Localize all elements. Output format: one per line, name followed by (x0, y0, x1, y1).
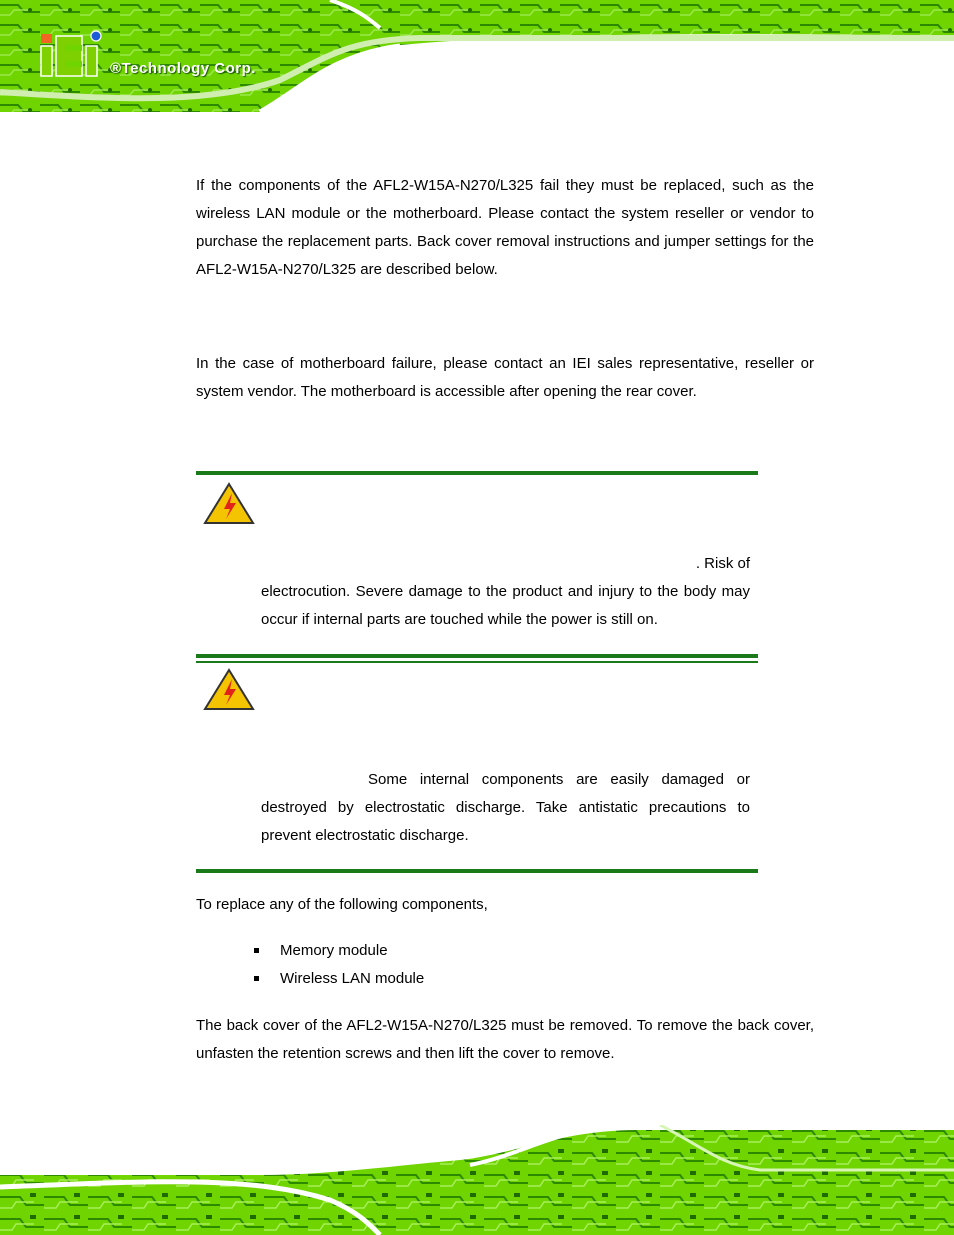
motherboard-paragraph: In the case of motherboard failure, please contact an IEI sales representative, reseller or system vendor. The motherboard is accessible after opening the rear cover. (196, 355, 814, 400)
bullet-icon (254, 948, 259, 953)
bullet-icon (254, 976, 259, 981)
footer-banner (0, 1125, 954, 1235)
warning-divider (196, 654, 758, 658)
warning-top-rule (196, 471, 758, 475)
list-item: Wireless LAN module (254, 965, 424, 993)
warning-icon (203, 482, 255, 526)
esd-warning-text: Some internal components are easily damaged or destroyed by electrostatic discharge. Take antistatic precautions to prevent electrostatic discharge. (261, 771, 750, 844)
component-list (254, 937, 424, 993)
replace-lead: To replace any of the following components, (196, 896, 488, 913)
list-item: Memory module (254, 937, 424, 965)
intro-paragraph: If the components of the AFL2-W15A-N270/L325 fail they must be replaced, such as the wireless LAN module or the motherboard. Please contact the system reseller or vendor to purchase the replacement parts. Back cover removal instructions and jumper settings for the AFL2-W15A-N270/L325 are described below. (196, 177, 814, 278)
header-banner (0, 0, 954, 115)
warning-text-line: . Risk of (695, 555, 750, 572)
warning-bottom-rule (196, 869, 758, 873)
warning-divider-thin (196, 661, 758, 663)
warning-icon (203, 668, 255, 712)
back-cover-paragraph: The back cover of the AFL2-W15A-N270/L325 must be removed. To remove the back cover, unfasten the retention screws and then lift the cover to remove. (196, 1017, 814, 1062)
warning-text: electrocution. Severe damage to the product and injury to the body may occur if internal parts are touched while the power is still on. (261, 583, 750, 628)
iei-logo (38, 30, 104, 80)
company-name: ®Technology Corp. (110, 60, 256, 77)
